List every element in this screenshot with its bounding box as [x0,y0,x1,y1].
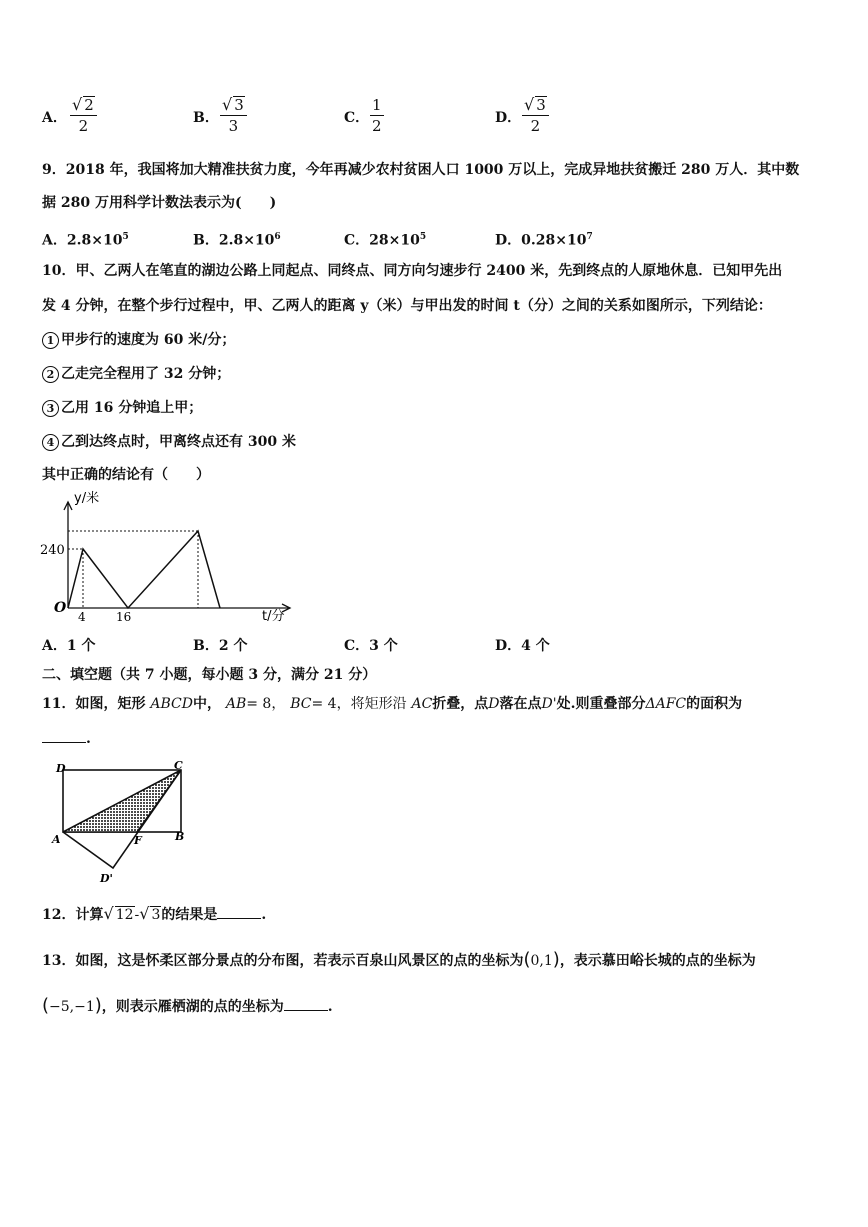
q10-option-d: D．4 个 [495,638,550,654]
q8-option-a-fraction: $\frac{√ 2}{2}$ [70,95,97,136]
coordinate-1: 0,1 [530,953,553,969]
q10-line1: 10．甲、乙两人在笔直的湖边公路上同起点、同终点、同方向匀速步行 2400 米，先到终点的人原地休息．已知甲先出 [42,263,783,279]
q8-option-c-fraction: $\frac{1}{2}$ [372,96,382,135]
sqrt-3: √ 3 [139,904,161,923]
q8-option-b: B． [193,110,219,126]
triangle-afc [63,770,181,832]
q10-question: 其中正确的结论有（ ） [42,467,210,483]
q10-option-a: A．1 个 [42,638,96,654]
q10-option-c: C．3 个 [344,638,398,654]
label-d: D [56,762,66,775]
label-a: A [52,833,61,846]
q10-conclusion-4: 4 乙到达终点时，甲离终点还有 300 米 [42,432,296,452]
x-tick-4: 4 [78,610,86,624]
circled-number-icon: 3 [42,400,59,417]
q8-option-d-fraction: $\frac{√ 3}{2}$ [522,95,549,136]
q10-option-b: B．2 个 [193,638,248,654]
y-axis-label: y/米 [74,491,100,506]
sqrt-12: √ 12 [103,904,134,923]
q11-answer-blank: . [42,728,91,749]
label-d-prime: D' [100,872,113,885]
q8-option-d: D． [495,110,522,126]
coordinate-2: −5,−1 [49,999,95,1015]
section-heading: 二、填空题（共 7 小题，每小题 3 分，满分 21 分） [42,667,377,683]
y-tick-240: 240 [40,543,65,558]
q10-conclusion-3: 3 乙用 16 分钟追上甲； [42,398,202,418]
circled-number-icon: 2 [42,366,59,383]
q11-line1: 11．如图，矩形 ABCD中， AB= 8， BC= 4，将矩形沿 AC折叠，点D落在点D'处.则重叠部分ΔAFC的面积为 [42,696,743,712]
q9-option-c: C．$28\times 10^5$ [344,232,427,249]
q9-option-a: A．$2.8\times 10^5$ [42,232,129,249]
label-b: B [175,830,185,843]
answer-blank [284,996,328,1011]
q8-option-b-fraction: $\frac{√ 3}{3}$ [220,95,247,136]
circled-number-icon: 4 [42,434,59,451]
q9-option-d: D．$0.28\times 10^7$ [495,232,593,249]
circled-number-icon: 1 [42,332,59,349]
q12-line: 12．计算√ 12-√ 3的结果是 . [42,904,267,923]
q9-line1: 9．2018 年，我国将加大精准扶贫力度，今年再减少农村贫困人口 1000 万以上，完成异地扶贫搬迁 280 万人．其中数 [42,162,800,178]
x-tick-16: 16 [116,610,132,624]
q13-line2: (−5,−1)，则表示雁栖湖的点的坐标为 . [42,995,333,1016]
q13-line1: 13．如图，这是怀柔区部分景点的分布图，若表示百泉山风景区的点的坐标为(0,1)，表示慕田峪长城的点的坐标为 [42,949,756,970]
distance-line [68,531,220,608]
q10-distance-time-graph [30,490,300,630]
answer-blank [217,904,261,919]
q9-line2: 据 280 万用科学计数法表示为( ) [42,195,277,211]
q9-option-b: B．$2.8\times 10^6$ [193,232,281,249]
q10-conclusion-1: 1 甲步行的速度为 60 米/分； [42,330,235,350]
q8-option-c: C． [344,110,370,126]
q10-line2: 发 4 分钟，在整个步行过程中，甲、乙两人的距离 y（米）与甲出发的时间 t（分）之间的关系如图所示，下列结论： [42,298,772,314]
label-c: C [174,760,183,772]
q11-rectangle-fold-figure [50,760,200,885]
label-f: F [134,834,142,847]
origin-label: O [54,600,67,616]
q10-conclusion-2: 2 乙走完全程用了 32 分钟； [42,364,230,384]
x-axis-label: t/分 [262,609,285,624]
answer-blank [42,728,86,743]
q8-option-a: A． [42,110,67,126]
